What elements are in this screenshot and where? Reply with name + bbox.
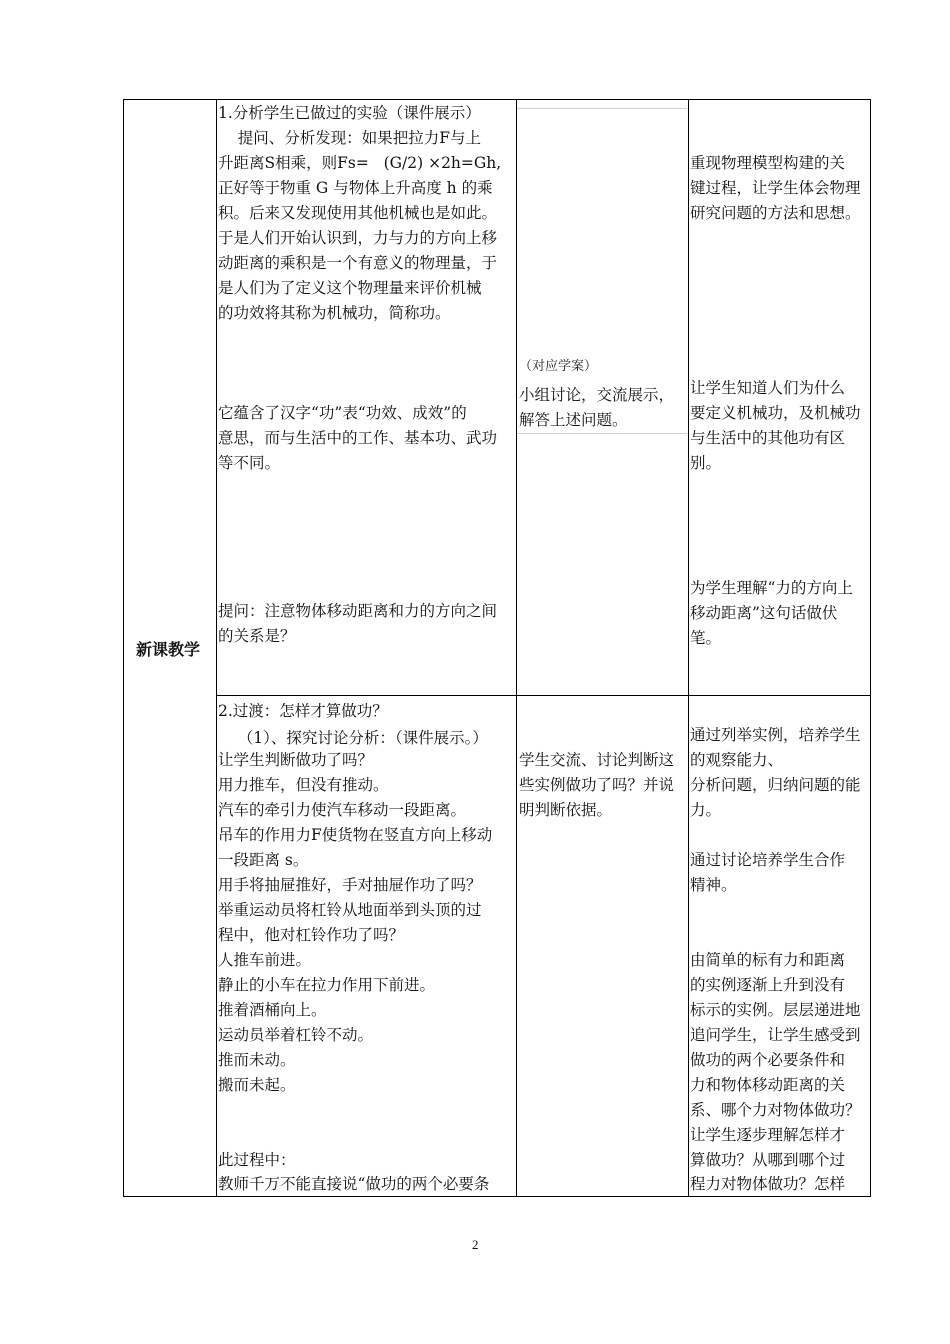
- text-line: 1.分析学生已做过的实验（课件展示）: [218, 104, 481, 122]
- row-divider: [216, 695, 871, 696]
- text-line: 重现物理模型构建的关: [690, 154, 846, 172]
- text-line: 于是人们开始认识到，力与力的方向上移: [218, 229, 498, 247]
- text-line: 些实例做功了吗？并说: [519, 776, 675, 794]
- table-border-left: [123, 99, 124, 1197]
- text-line: 解答上述问题。: [519, 411, 628, 429]
- text-line: 推着酒桶向上。: [218, 1001, 327, 1019]
- text-line: 动距离的乘积是一个有意义的物理量，于: [218, 254, 498, 272]
- inner-rule-1: [517, 108, 687, 109]
- text-line: 通过列举实例，培养学生: [690, 726, 861, 744]
- text-line: 教师千万不能直接说“做功的两个必要条: [218, 1175, 490, 1193]
- text-line: 学生交流、讨论判断这: [519, 751, 675, 769]
- text-line: 力和物体移动距离的关: [690, 1076, 846, 1094]
- text-line: 做功的两个必要条件和: [690, 1051, 846, 1069]
- text-line: 意思，而与生活中的工作、基本功、武功: [218, 429, 498, 447]
- text-line: 用手将抽屉推好，手对抽屉作功了吗？: [218, 876, 482, 894]
- text-line: 小组讨论，交流展示，: [519, 386, 675, 404]
- text-line: 积。后来又发现使用其他机械也是如此。: [218, 204, 498, 222]
- text-line: 笔。: [690, 629, 722, 647]
- text-line: 的功效将其称为机械功，简称功。: [218, 304, 451, 322]
- page-number: 2: [472, 1237, 479, 1252]
- text-line: 静止的小车在拉力作用下前进。: [218, 976, 436, 994]
- text-line: 研究问题的方法和思想。: [690, 204, 861, 222]
- text-line: 的关系是？: [218, 627, 296, 645]
- text-line: 2.过渡：怎样才算做功？: [218, 702, 388, 720]
- text-line: 精神。: [690, 876, 737, 894]
- text-line: 让学生知道人们为什么: [690, 379, 846, 397]
- text-line: 标示的实例。层层递进地: [690, 1001, 861, 1019]
- text-line: 运动员举着杠铃不动。: [218, 1026, 374, 1044]
- table-border-right: [870, 99, 871, 1197]
- text-line: 为学生理解“力的方向上: [690, 579, 853, 597]
- text-line: 力。: [690, 801, 722, 819]
- text-line: 此过程中：: [218, 1151, 296, 1169]
- section-label: 新课教学: [136, 640, 201, 659]
- text-line: 的观察能力、: [690, 751, 784, 769]
- text-line: 用力推车，但没有推动。: [218, 776, 389, 794]
- text-line: 让学生判断做功了吗？: [218, 751, 374, 769]
- text-line: 要定义机械功，及机械功: [690, 404, 861, 422]
- text-line: 系、哪个力对物体做功？: [690, 1101, 861, 1119]
- text-line: 一段距离 s。: [218, 851, 309, 869]
- text-line: 提问、分析发现：如果把拉力F与上: [218, 129, 481, 147]
- text-line: 由简单的标有力和距离: [690, 951, 846, 969]
- text-line: 与生活中的其他功有区: [690, 429, 846, 447]
- text-line: 程中，他对杠铃作功了吗？: [218, 926, 405, 944]
- text-line: 吊车的作用力F使货物在竖直方向上移动: [218, 826, 493, 844]
- text-line: 算做功？从哪到哪个过: [690, 1151, 846, 1169]
- text-line: 搬而未起。: [218, 1076, 296, 1094]
- text-line: 推而未动。: [218, 1051, 296, 1069]
- text-line: 人推车前进。: [218, 951, 312, 969]
- text-line: 别。: [690, 454, 722, 472]
- text-line: 正好等于物重 G 与物体上升高度 h 的乘: [218, 179, 493, 197]
- column-divider-3: [688, 99, 689, 1197]
- text-line: 提问：注意物体移动距离和力的方向之间: [218, 602, 498, 620]
- text-line: 明判断依据。: [519, 801, 613, 819]
- student-note: （对应学案）: [519, 359, 598, 374]
- text-line: 键过程，让学生体会物理: [690, 179, 861, 197]
- text-line: 的实例逐渐上升到没有: [690, 976, 846, 994]
- text-line: 让学生逐步理解怎样才: [690, 1126, 846, 1144]
- text-line: 升距离S相乘，则Fs= (G/2) ×2h=Gh,: [218, 154, 502, 172]
- text-line: 移动距离”这句话做伏: [690, 604, 838, 622]
- text-line: 通过讨论培养学生合作: [690, 851, 846, 869]
- text-line: （1）、探究讨论分析：（课件展示。）: [218, 729, 488, 747]
- text-line: 程力对物体做功？怎样: [690, 1175, 846, 1193]
- text-line: 是人们为了定义这个物理量来评价机械: [218, 279, 482, 297]
- inner-rule-2: [517, 433, 687, 434]
- column-divider-2: [516, 99, 517, 1197]
- text-line: 汽车的牵引力使汽车移动一段距离。: [218, 801, 467, 819]
- text-line: 追问学生，让学生感受到: [690, 1026, 861, 1044]
- table-border-top: [123, 99, 871, 100]
- column-divider-1: [216, 99, 217, 1197]
- text-line: 它蕴含了汉字“功”表“功效、成效”的: [218, 404, 467, 422]
- text-line: 分析问题，归纳问题的能: [690, 776, 861, 794]
- text-line: 举重运动员将杠铃从地面举到头顶的过: [218, 901, 482, 919]
- text-line: 等不同。: [218, 454, 281, 472]
